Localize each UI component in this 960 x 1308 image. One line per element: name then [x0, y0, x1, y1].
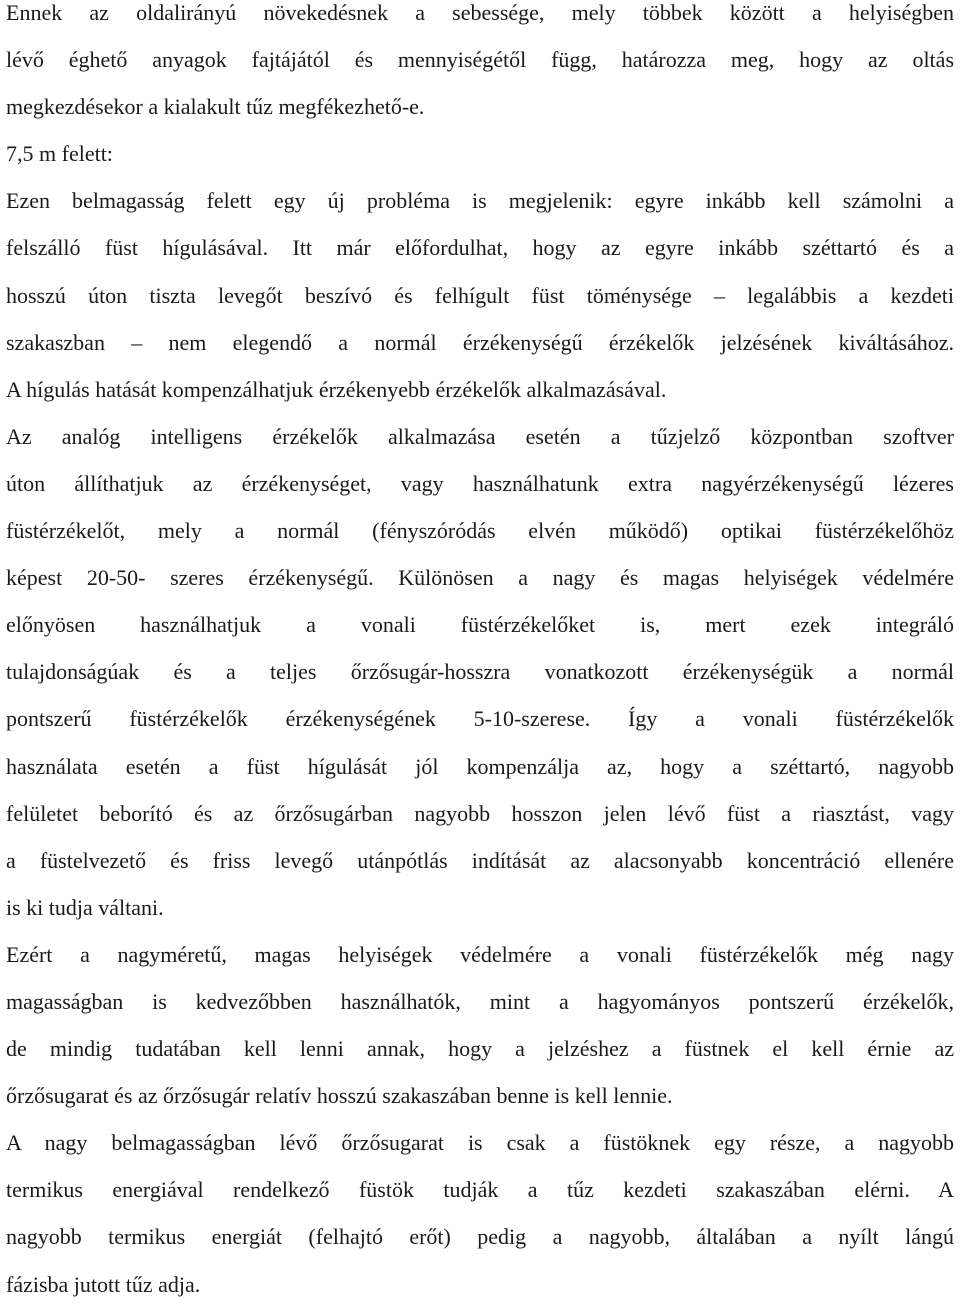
text-line: Az analóg intelligens érzékelők alkalmazása esetén a tűzjelző központban szoftver: [6, 423, 954, 449]
text-line: megkezdésekor a kialakult tűz megfékezhető-e.: [6, 94, 425, 120]
text-line: lévő éghető anyagok fajtájától és mennyiségétől függ, határozza meg, hogy az oltás: [6, 47, 954, 73]
text-line: Ezért a nagyméretű, magas helyiségek védelmére a vonali füstérzékelők még nagy: [6, 941, 954, 967]
text-line: magasságban is kedvezőbben használhatók, mint a hagyományos pontszerű érzékelők,: [6, 988, 954, 1014]
text-line: szakaszban – nem elegendő a normál érzékenységű érzékelők jelzésének kiváltásához.: [6, 329, 954, 355]
section-heading-above-7-5m: [6, 130, 954, 177]
text-line: képest 20-50- szeres érzékenységű. Különösen a nagy és magas helyiségek védelmére: [6, 565, 954, 591]
text-line: használata esetén a füst hígulását jól kompenzálja az, hogy a széttartó, nagyobb: [6, 753, 954, 779]
text-line: pontszerű füstérzékelők érzékenységének 5-10-szerese. Így a vonali füstérzékelők: [6, 706, 954, 732]
paragraph-linear-detectors: [6, 931, 954, 1119]
text-line: hosszú úton tiszta levegőt beszívó és felhígult füst töménysége – legalábbis a kezdeti: [6, 282, 954, 308]
text-line: füstérzékelőt, mely a normál (fényszóródás elvén működő) optikai füstérzékelőhöz: [6, 518, 954, 544]
text-line: előnyösen használhatjuk a vonali füstérzékelőket is, mert ezek integráló: [6, 612, 954, 638]
paragraph-fire-spread: [6, 0, 954, 130]
text-line: Ezen belmagasság felett egy új probléma is megjelenik: egyre inkább kell számolni a: [6, 188, 954, 214]
paragraph-analog-detectors: [6, 413, 954, 931]
text-line: őrzősugarat és az őrzősugár relatív hosszú szakaszában benne is kell lennie.: [6, 1083, 673, 1109]
text-line: nagyobb termikus energiát (felhajtó erőt) pedig a nagyobb, általában a nyílt lángú: [6, 1224, 954, 1250]
text-line: A hígulás hatását kompenzálhatjuk érzékenyebb érzékelők alkalmazásával.: [6, 376, 667, 402]
paragraph-smoke-dilution: [6, 177, 954, 412]
text-line: úton állíthatjuk az érzékenységet, vagy használhatunk extra nagyérzékenységű lézeres: [6, 470, 954, 496]
text-line: a füstelvezető és friss levegő utánpótlás indítását az alacsonyabb koncentráció ellenére: [6, 847, 954, 873]
paragraph-thermal-energy: [6, 1119, 954, 1307]
text-line: fázisba jutott tűz adja.: [6, 1271, 201, 1297]
text-line: tulajdonságúak és a teljes őrzősugár-hosszra vonatkozott érzékenységük a normál: [6, 659, 954, 685]
text-line: termikus energiával rendelkező füstök tudják a tűz kezdeti szakaszában elérni. A: [6, 1177, 954, 1203]
text-line: A nagy belmagasságban lévő őrzősugarat is csak a füstöknek egy része, a nagyobb: [6, 1130, 954, 1156]
text-line: is ki tudja váltani.: [6, 894, 164, 920]
text-line: felületet beborító és az őrzősugárban nagyobb hosszon jelen lévő füst a riasztást, vagy: [6, 800, 954, 826]
text-line: 7,5 m felett:: [6, 141, 113, 167]
text-line: felszálló füst hígulásával. Itt már előfordulhat, hogy az egyre inkább széttartó és a: [6, 235, 954, 261]
text-line: de mindig tudatában kell lenni annak, hogy a jelzéshez a füstnek el kell érnie az: [6, 1036, 954, 1062]
text-line: Ennek az oldalirányú növekedésnek a sebessége, mely többek között a helyiségben: [6, 0, 954, 25]
